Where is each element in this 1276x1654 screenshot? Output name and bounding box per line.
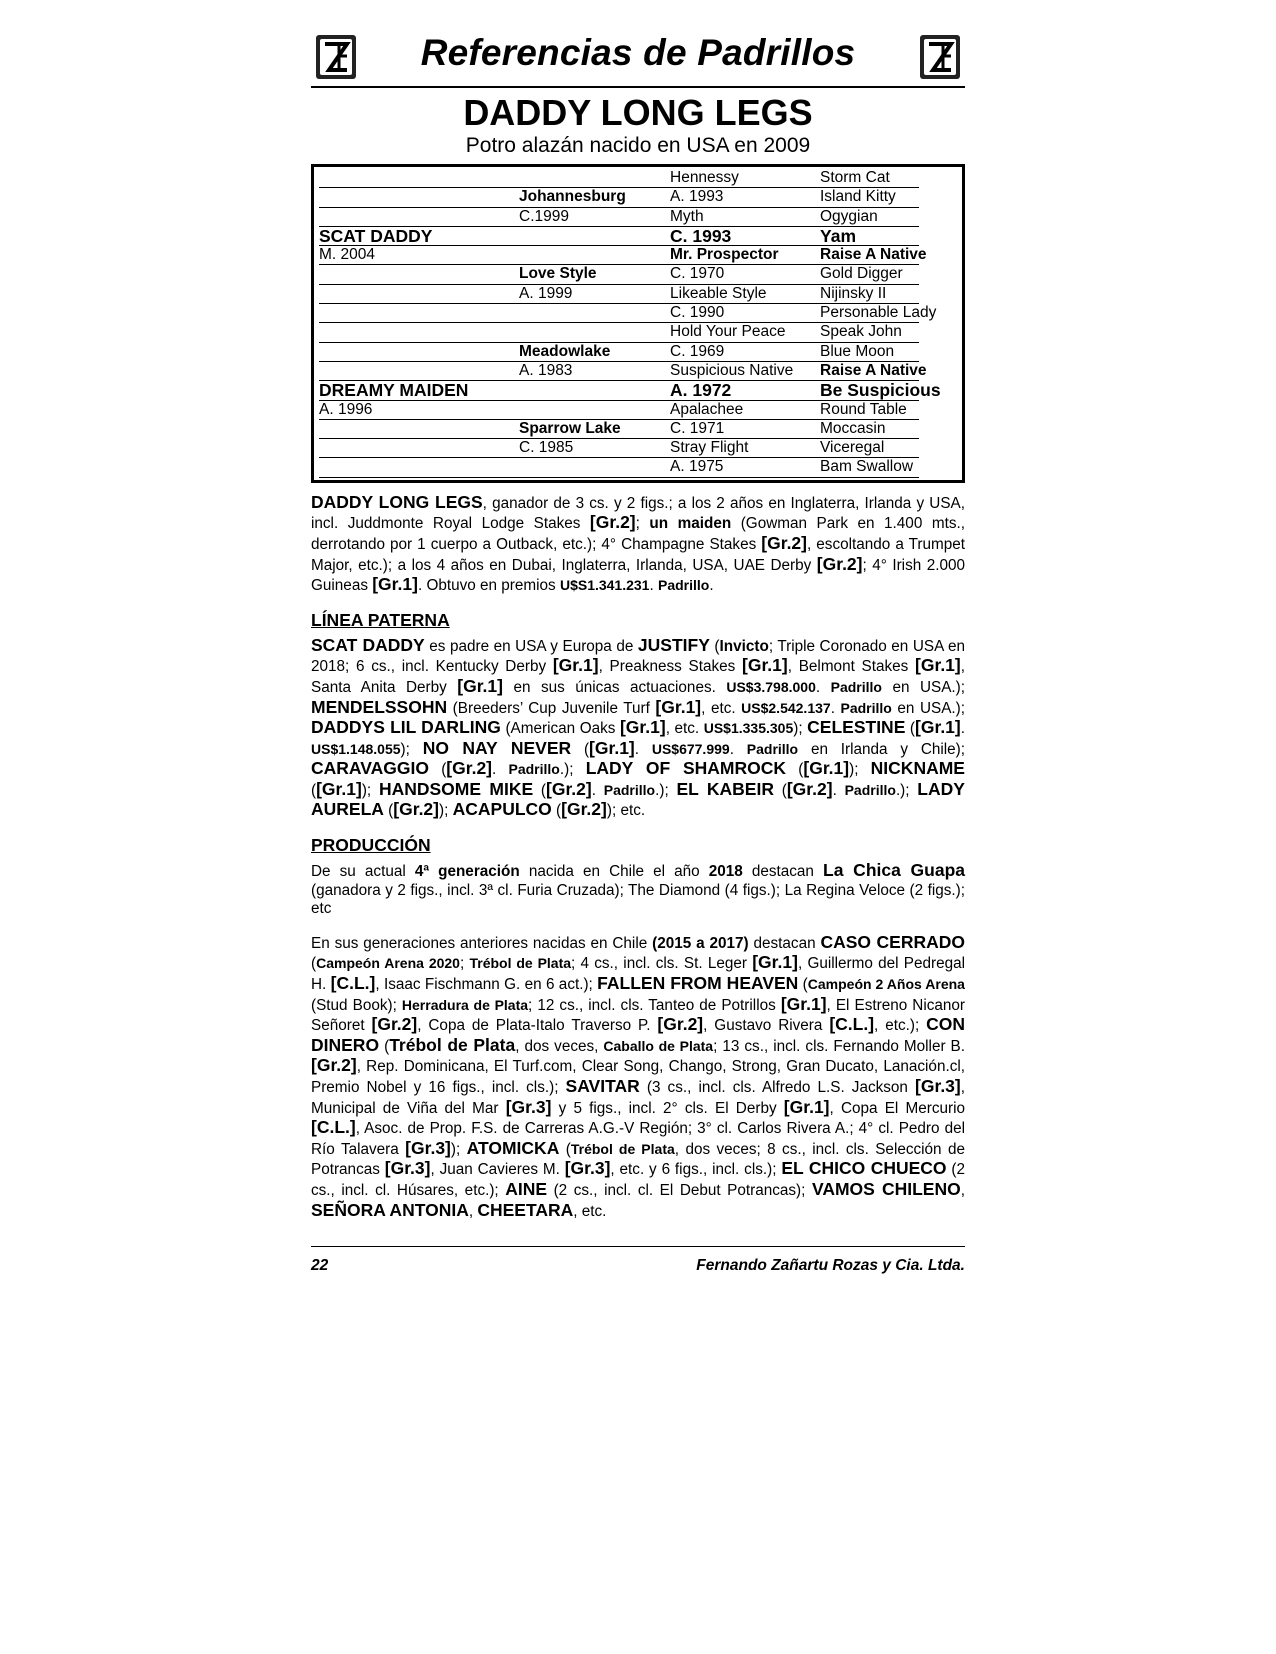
pedigree-cell-gen3: Moccasin	[820, 420, 919, 439]
pedigree-cell-gen3: Personable Lady	[820, 304, 919, 323]
produccion-paragraph-current: De su actual 4ª generación nacida en Chile el año 2018 destacan La Chica Guapa (ganadora y 2 figs., incl. 3ª cl. Furia Cruzada); The Diamond (4 figs.); La Regina Veloce (2 figs.); etc	[311, 860, 966, 918]
pedigree-cell-gen2: Likeable Style	[670, 285, 919, 304]
pedigree-cell-gen1: Meadowlake	[519, 343, 919, 362]
pedigree-cell-gen2: Hennessy	[670, 169, 919, 188]
pedigree-cell-gen2: C. 1970	[670, 265, 919, 284]
pedigree-cell-gen2: Suspicious Native	[670, 362, 919, 381]
zf-monogram-logo-icon	[919, 34, 961, 80]
pedigree-cell-gen3: Speak John	[820, 323, 919, 342]
pedigree-cell-gen0: M. 2004	[319, 246, 919, 265]
pedigree-cell-gen2: Mr. Prospector	[670, 246, 919, 265]
horse-subtitle: Potro alazán nacido en USA en 2009	[465, 134, 811, 157]
pedigree-row	[319, 265, 945, 284]
pedigree-row	[319, 458, 945, 477]
pedigree-table	[311, 164, 965, 483]
pedigree-cell-gen2: C. 1993	[670, 227, 919, 246]
pedigree-cell-gen3: Storm Cat	[820, 169, 919, 188]
pedigree-cell-gen2: C. 1990	[670, 304, 919, 323]
pedigree-row	[319, 439, 945, 458]
footer-company: Fernando Zañartu Rozas y Cia. Ltda.	[696, 1257, 965, 1274]
pedigree-cell-gen1: C.1999	[519, 208, 919, 227]
page-footer	[311, 1246, 965, 1274]
pedigree-row	[319, 169, 945, 188]
pedigree-row	[319, 343, 945, 362]
summary-paragraph: DADDY LONG LEGS, ganador de 3 cs. y 2 figs.; a los 2 años en Inglaterra, Irlanda y USA, incl. Juddmonte Royal Lodge Stakes [Gr.2]; un maiden (Gowman Park en 1.400 mts., derrotando por 1 cuerpo a Outback, etc.); 4° Champagne Stakes [Gr.2], escoltando a Trumpet Major, etc.); a los 4 años en Dubai, Inglaterra, Irlanda, USA, UAE Derby [Gr.2]; 4° Irish 2.000 Guineas [Gr.1]. Obtuvo en premios U$S1.341.231. Padrillo.	[311, 491, 966, 595]
pedigree-cell-gen2: Apalachee	[670, 401, 919, 420]
pedigree-row	[319, 208, 945, 227]
pedigree-cell-gen2: A. 1993	[670, 188, 919, 207]
section-title-linea-paterna: LÍNEA PATERNA	[311, 609, 450, 630]
pedigree-cell-gen3: Round Table	[820, 401, 919, 420]
pedigree-row	[319, 188, 945, 207]
pedigree-cell-gen3: Gold Digger	[820, 265, 919, 284]
pedigree-cell-gen1: C. 1985	[519, 439, 919, 458]
pedigree-cell-gen2: A. 1972	[670, 381, 919, 400]
pedigree-cell-gen1: Sparrow Lake	[519, 420, 919, 439]
produccion-paragraph-previous: En sus generaciones anteriores nacidas en Chile (2015 a 2017) destacan CASO CERRADO (Campeón Arena 2020; Trébol de Plata; 4 cs., incl. cls. St. Leger [Gr.1], Guillermo del Pedregal H. [C.L.], Isaac Fischmann G. en 6 act.); FALLEN FROM HEAVEN (Campeón 2 Años Arena (Stud Book); Herradura de Plata; 12 cs., incl. cls. Tanteo de Potrillos [Gr.1], El Estreno Nicanor Señoret [Gr.2], Copa de Plata-Italo Traverso P. [Gr.2], Gustavo Rivera [C.L.], etc.); CON DINERO (Trébol de Plata, dos veces, Caballo de Plata; 13 cs., incl. cls. Fernando Moller B. [Gr.2], Rep. Dominicana, El Turf.com, Clear Song, Chango, Strong, Gran Ducato, Lanación.cl, Premio Nobel y 16 figs., incl. cls.); SAVITAR (3 cs., incl. cls. Alfredo L.S. Jackson [Gr.3], Municipal de Viña del Mar [Gr.3] y 5 figs., incl. 2° cls. El Derby [Gr.1], Copa El Mercurio [C.L.], Asoc. de Prop. F.S. de Carreras A.G.-V Región; 3° cl. Carlos Rivera A.; 4° cl. Pedro del Río Talavera [Gr.3]); ATOMICKA (Trébol de Plata, dos veces; 8 cs., incl. cls. Selección de Potrancas [Gr.3], Juan Cavieres M. [Gr.3], etc. y 6 figs., incl. cls.); EL CHICO CHUECO (2 cs., incl. cl. Húsares, etc.); AINE (2 cs., incl. cl. El Debut Potrancas); VAMOS CHILENO, SEÑORA ANTONIA, CHEETARA, etc.	[311, 931, 966, 1220]
pedigree-row	[319, 227, 945, 246]
pedigree-cell-gen0: A. 1996	[319, 401, 919, 420]
pedigree-cell-gen3: Raise A Native	[820, 246, 919, 265]
pedigree-cell-gen2: C. 1971	[670, 420, 919, 439]
page	[311, 30, 966, 1274]
pedigree-cell-gen2: C. 1969	[670, 343, 919, 362]
pedigree-cell-gen3: Ogygian	[820, 208, 919, 227]
pedigree-row	[319, 323, 945, 342]
pedigree-row	[319, 285, 945, 304]
pedigree-cell-gen3: Be Suspicious	[820, 380, 941, 401]
pedigree-cell-gen3: Raise A Native	[820, 362, 919, 381]
pedigree-row	[319, 381, 945, 400]
pedigree-cell-gen3: Nijinsky II	[820, 285, 919, 304]
pedigree-cell-gen3: Yam	[820, 227, 919, 246]
linea-paterna-paragraph: SCAT DADDY es padre en USA y Europa de JUSTIFY (Invicto; Triple Coronado en USA en 2018; 6 cs., incl. Kentucky Derby [Gr.1], Preakness Stakes [Gr.1], Belmont Stakes [Gr.1], Santa Anita Derby [Gr.1] en sus únicas actuaciones. US$3.798.000. Padrillo en USA.); MENDELSSOHN (Breeders’ Cup Juvenile Turf [Gr.1], etc. US$2.542.137. Padrillo en USA.); DADDYS LIL DARLING (American Oaks [Gr.1], etc. US$1.335.305); CELESTINE ([Gr.1]. US$1.148.055); NO NAY NEVER ([Gr.1]. US$677.999. Padrillo en Irlanda y Chile); CARAVAGGIO ([Gr.2]. Padrillo.); LADY OF SHAMROCK ([Gr.1]); NICKNAME ([Gr.1]); HANDSOME MIKE ([Gr.2]. Padrillo.); EL KABEIR ([Gr.2]. Padrillo.); LADY AURELA ([Gr.2]); ACAPULCO ([Gr.2]); etc.	[311, 634, 966, 820]
pedigree-cell-gen1: Johannesburg	[519, 188, 919, 207]
pedigree-cell-gen3: Viceregal	[820, 439, 919, 458]
pedigree-cell-gen2: A. 1975	[670, 458, 919, 477]
pedigree-cell-gen0: DREAMY MAIDEN	[319, 381, 919, 400]
pedigree-row	[319, 420, 945, 439]
pedigree-row	[319, 246, 945, 265]
pedigree-cell-gen0: SCAT DADDY	[319, 227, 919, 246]
pedigree-cell-gen1: A. 1983	[519, 362, 919, 381]
pedigree-cell-gen2: Stray Flight	[670, 439, 919, 458]
pedigree-cell-gen2: Myth	[670, 208, 919, 227]
page-header-title: Referencias de Padrillos	[420, 32, 856, 73]
pedigree-cell-gen3: Island Kitty	[820, 188, 919, 207]
page-header	[311, 30, 965, 88]
pedigree-cell-gen2: Hold Your Peace	[670, 323, 919, 342]
pedigree-row	[319, 362, 945, 381]
pedigree-cell-gen1: A. 1999	[519, 285, 919, 304]
pedigree-row	[319, 401, 945, 420]
pedigree-cell-gen3: Blue Moon	[820, 343, 919, 362]
pedigree-cell-gen3: Bam Swallow	[820, 458, 919, 477]
horse-name: DADDY LONG LEGS	[463, 92, 813, 133]
pedigree-cell-gen1: Love Style	[519, 265, 919, 284]
pedigree-row	[319, 304, 945, 323]
page-number: 22	[311, 1257, 329, 1274]
section-title-produccion: PRODUCCIÓN	[311, 835, 431, 856]
